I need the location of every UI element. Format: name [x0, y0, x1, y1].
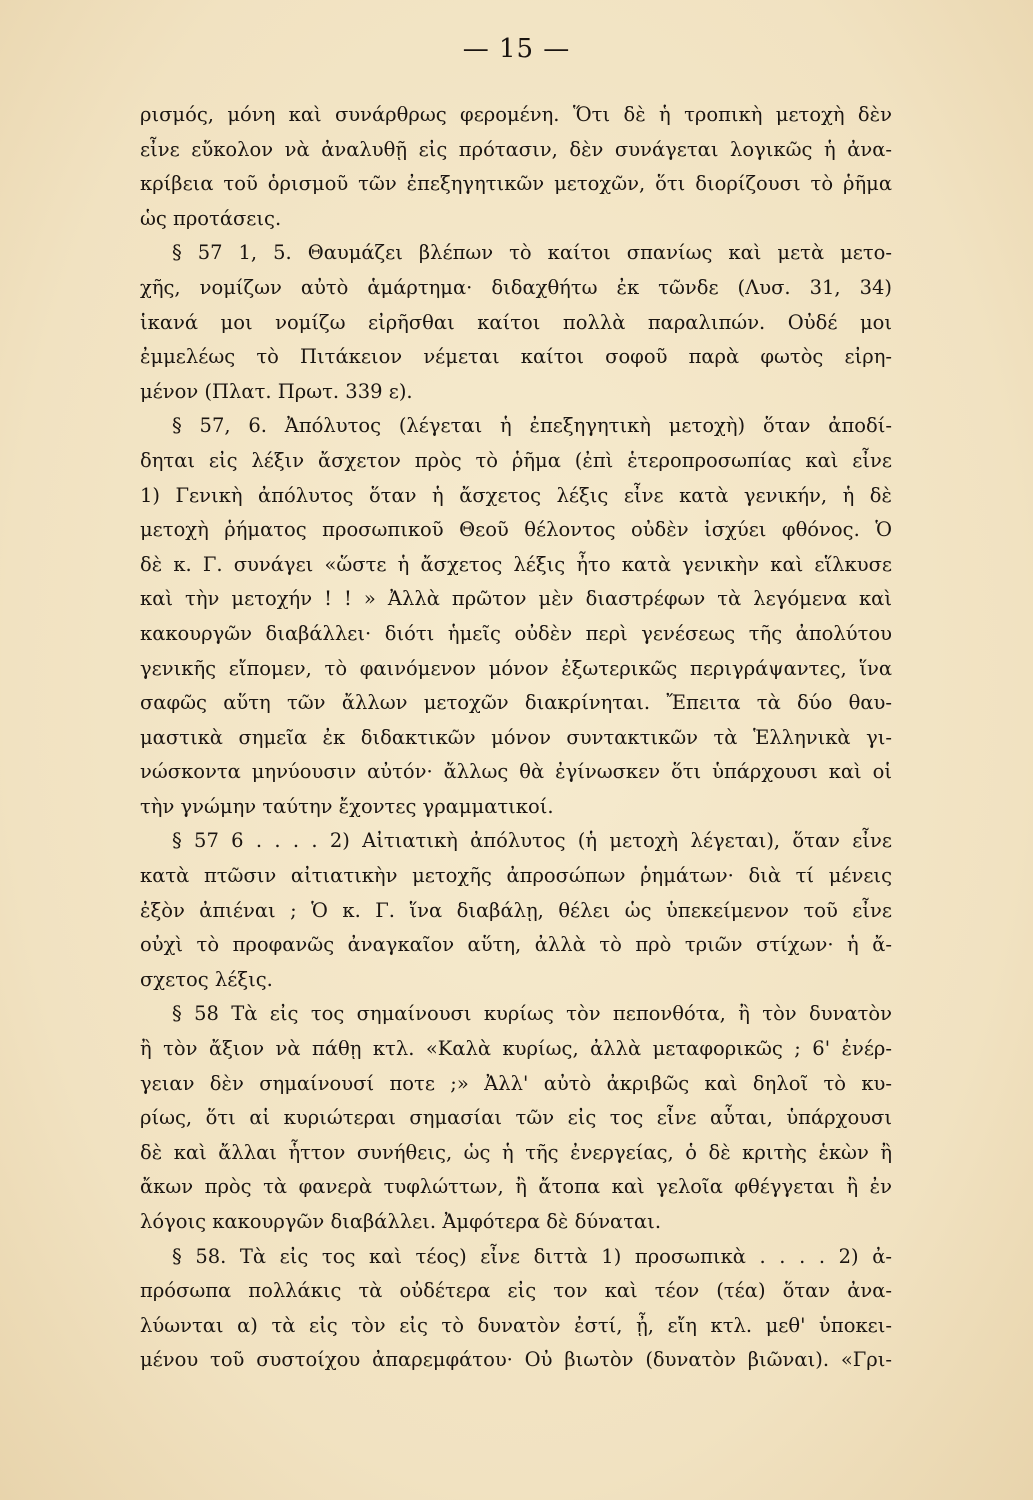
text-line: λύωνται α) τὰ εἰς τὸν εἰς τὸ δυνατὸν ἐστί, ᾖ, εἴη κτλ. μεθ' ὑποκει- — [140, 1313, 892, 1337]
text-line: § 57 6 . . . . 2) Αἰτιατικὴ ἀπόλυτος (ἡ μετοχὴ λέγεται), ὅταν εἶνε — [172, 829, 892, 853]
text-line: λόγοις κακουργῶν διαβάλλει. Ἀμφότερα δὲ δύναται. — [140, 1210, 662, 1233]
text-line: δηται εἰς λέξιν ἄσχετον πρὸς τὸ ῥῆμα (ἐπὶ ἑτεροπροσωπίας καὶ εἶνε — [140, 448, 892, 472]
page-number: — 15 — — [462, 34, 571, 64]
text-line: μαστικὰ σημεῖα ἐκ διδακτικῶν μόνον συντακτικῶν τὰ Ἑλληνικὰ γι- — [140, 725, 892, 749]
body-text — [140, 98, 892, 1378]
text-line: ἢ τὸν ἄξιον νὰ πάθῃ κτλ. «Καλὰ κυρίως, ἀλλὰ μεταφορικῶς ; 6' ἐνέρ- — [140, 1037, 892, 1061]
text-line: σχετος λέξις. — [140, 967, 273, 991]
text-line: γενικῆς εἴπομεν, τὸ φαινόμενον μόνον ἐξωτερικῶς περιγράψαντες, ἵνα — [140, 656, 892, 680]
text-line: § 58 Τὰ εἰς τος σημαίνουσι κυρίως τὸν πεπονθότα, ἢ τὸν δυνατὸν — [172, 1002, 892, 1026]
text-line: ἐμμελέως τὸ Πιτάκειον νέμεται καίτοι σοφοῦ παρὰ φωτὸς εἰρη- — [140, 345, 892, 369]
text-line: πρόσωπα πολλάκις τὰ οὐδέτερα εἰς τον καὶ τέον (τέα) ὅταν ἀνα- — [140, 1279, 892, 1303]
text-line: εἶνε εὔκολον νὰ ἀναλυθῇ εἰς πρότασιν, δὲν συνάγεται λογικῶς ἡ ἀνα- — [140, 137, 892, 161]
text-line: μετοχὴ ῥήματος προσωπικοῦ Θεοῦ θέλοντος οὐδὲν ἰσχύει φθόνος. Ὁ — [140, 518, 892, 542]
text-line: καὶ τὴν μετοχήν ! ! » Ἀλλὰ πρῶτον μὲν διαστρέφων τὰ λεγόμενα καὶ — [140, 587, 892, 611]
text-line: μένου τοῦ συστοίχου ἀπαρεμφάτου· Οὐ βιωτὸν (δυνατὸν βιῶναι). «Γρι- — [140, 1348, 892, 1372]
text-line: ρίως, ὅτι αἱ κυριώτεραι σημασίαι τῶν εἰς τος εἶνε αὗται, ὑπάρχουσι — [140, 1106, 892, 1130]
text-line: μένον (Πλατ. Πρωτ. 339 ε). — [140, 379, 413, 403]
text-line: σαφῶς αὕτη τῶν ἄλλων μετοχῶν διακρίνηται. Ἔπειτα τὰ δύο θαυ- — [140, 691, 892, 715]
text-line: δὲ καὶ ἄλλαι ἧττον συνήθεις, ὡς ἡ τῆς ἐνεργείας, ὁ δὲ κριτὴς ἑκὼν ἢ — [140, 1140, 892, 1164]
text-line: ρισμός, μόνη καὶ συνάρθρως φερομένη. Ὅτι δὲ ἡ τροπικὴ μετοχὴ δὲν — [140, 103, 892, 126]
text-line: νώσκοντα μηνύουσιν αὐτόν· ἄλλως θὰ ἐγίνωσκεν ὅτι ὑπάρχουσι καὶ οἱ — [140, 760, 892, 784]
text-line: ὡς προτάσεις. — [140, 206, 282, 230]
text-line: γειαν δὲν σημαίνουσί ποτε ;» Ἀλλ' αὐτὸ ἀκριβῶς καὶ δηλοῖ τὸ κυ- — [140, 1071, 892, 1095]
text-line: κρίβεια τοῦ ὁρισμοῦ τῶν ἐπεξηγητικῶν μετοχῶν, ὅτι διορίζουσι τὸ ῥῆμα — [140, 172, 892, 196]
text-line: τὴν γνώμην ταύτην ἔχοντες γραμματικοί. — [140, 794, 554, 818]
text-line: ἐξὸν ἀπιέναι ; Ὁ κ. Γ. ἵνα διαβάλῃ, θέλει ὡς ὑπεκείμενον τοῦ εἶνε — [140, 898, 892, 922]
text-line: 1) Γενικὴ ἀπόλυτος ὅταν ἡ ἄσχετος λέξις εἶνε κατὰ γενικήν, ἡ δὲ — [140, 483, 892, 507]
text-line: κακουργῶν διαβάλλει· διότι ἡμεῖς οὐδὲν περὶ γενέσεως τῆς ἀπολύτου — [140, 621, 892, 645]
text-line: ἄκων πρὸς τὰ φανερὰ τυφλώττων, ἢ ἄτοπα καὶ γελοῖα φθέγγεται ἢ ἐν — [140, 1175, 892, 1199]
text-line: § 57, 6. Ἀπόλυτος (λέγεται ἡ ἐπεξηγητικὴ μετοχὴ) ὅταν ἀποδί- — [172, 414, 892, 438]
text-line: § 58. Τὰ εἰς τος καὶ τέος) εἶνε διττὰ 1) προσωπικὰ . . . . 2) ἀ- — [172, 1244, 892, 1268]
text-line: κατὰ πτῶσιν αἰτιατικὴν μετοχῆς ἀπροσώπων ῥημάτων· διὰ τί μένεις — [140, 864, 892, 888]
text-line: ἱκανά μοι νομίζω εἰρῆσθαι καίτοι πολλὰ παραλιπών. Οὐδέ μοι — [140, 310, 892, 334]
text-line: § 57 1, 5. Θαυμάζει βλέπων τὸ καίτοι σπανίως καὶ μετὰ μετο- — [172, 241, 892, 265]
text-line: δὲ κ. Γ. συνάγει «ὥστε ἡ ἄσχετος λέξις ἦτο κατὰ γενικὴν καὶ εἵλκυσε — [140, 552, 892, 576]
text-line: χῆς, νομίζων αὐτὸ ἁμάρτημα· διδαχθήτω ἐκ τῶνδε (Λυσ. 31, 34) — [140, 275, 892, 299]
text-line: οὐχὶ τὸ προφανῶς ἀναγκαῖον αὕτη, ἀλλὰ τὸ πρὸ τριῶν στίχων· ἡ ἄ- — [140, 933, 892, 957]
